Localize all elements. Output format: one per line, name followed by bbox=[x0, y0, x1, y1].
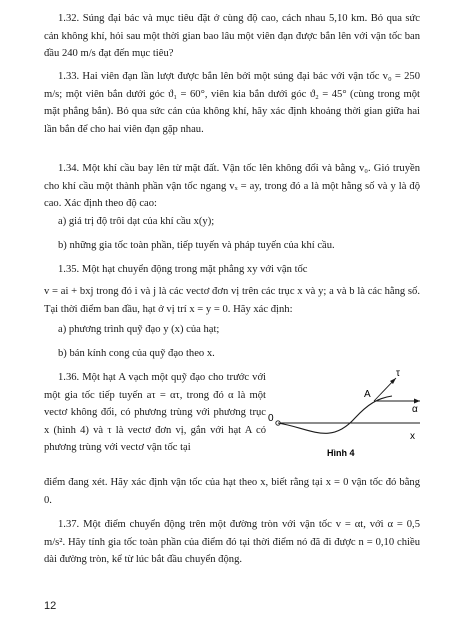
page-number: 12 bbox=[44, 600, 57, 612]
problem-1-35-b: b) bán kính cong của quỹ đạo theo x. bbox=[58, 348, 215, 359]
problem-1-36: 1.36. Một hạt A vạch một quỹ đạo cho trước với một gia tốc tiếp tuyến aτ = ατ, trong đó α là một vectơ không đổi, có phương trùng với phương trục x (hình 4) và τ là vectơ đơn vị, gắn với hạt A có phương trùng với vectơ vận tốc tại bbox=[44, 372, 266, 453]
problem-1-34: 1.34. Một khí cầu bay lên từ mặt đất. Vận tốc lên không đổi và bằng v₀. Gió truyền cho khí cầu một thành phần vận tốc ngang vₓ = ay, trong đó a là một hằng số và y là độ cao. Xác định theo độ cao: bbox=[44, 163, 420, 209]
problem-1-35-continued: v = ai + bxj trong đó i và j là các vectơ đơn vị trên các trục x và y; a và b là các hằng số. Tại thời điểm ban đầu, hạt ở vị trí x = y = 0. Hãy xác định: bbox=[44, 286, 420, 315]
problem-1-34-b: b) những gia tốc toàn phần, tiếp tuyến và pháp tuyến của khí cầu. bbox=[58, 240, 335, 251]
problem-1-35: 1.35. Một hạt chuyển động trong mặt phẳng xy với vận tốc bbox=[58, 264, 308, 275]
problem-1-36-continued: điểm đang xét. Hãy xác định vận tốc của hạt theo x, biết rằng tại x = 0 vận tốc đó bằng 0. bbox=[44, 477, 420, 506]
figure-label-A: A bbox=[364, 389, 371, 400]
problem-1-34-a: a) giá trị độ trôi dạt của khí cầu x(y); bbox=[58, 216, 215, 227]
figure-label-x: x bbox=[410, 431, 415, 442]
problem-1-33: 1.33. Hai viên đạn lần lượt được bắn lên bởi một súng đại bác với vận tốc v₀ = 250 m/s; một viên bắn dưới góc ϑ₁ = 60°, viên kia bắn dưới góc ϑ₂ = 45° (cùng trong một mặt phẳng bắn). Bỏ qua sức cản của không khí, hãy xác định khoảng thời gian giữa hai lần bắn để cho hai viên đạn gặp nhau. bbox=[44, 71, 420, 135]
trajectory-curve bbox=[278, 396, 392, 433]
figure-4 bbox=[270, 368, 430, 476]
figure-label-O: 0 bbox=[268, 413, 274, 424]
alpha-arrowhead bbox=[414, 399, 420, 404]
figure-label-alpha: α bbox=[412, 404, 418, 415]
problem-1-32: 1.32. Súng đại bác và mục tiêu đặt ở cùng độ cao, cách nhau 5,10 km. Bỏ qua sức cản không khí, hỏi sau một thời gian bao lâu một viên đạn được bắn lên với vận tốc ban đầu 240 m/s đạt đến mục tiêu? bbox=[44, 13, 420, 59]
figure-label-tau: τ bbox=[396, 368, 400, 379]
problem-1-37: 1.37. Một điểm chuyển động trên một đường tròn với vận tốc v = αt, với α = 0,5 m/s². Hãy tính gia tốc toàn phần của điểm đó tại thời điểm nó đã đi được n = 0,10 chiều dài đường tròn, kể từ lúc bắt đầu chuyển động. bbox=[44, 519, 420, 565]
problem-1-35-a: a) phương trình quỹ đạo y (x) của hạt; bbox=[58, 324, 220, 335]
figure-caption: Hình 4 bbox=[327, 448, 355, 458]
